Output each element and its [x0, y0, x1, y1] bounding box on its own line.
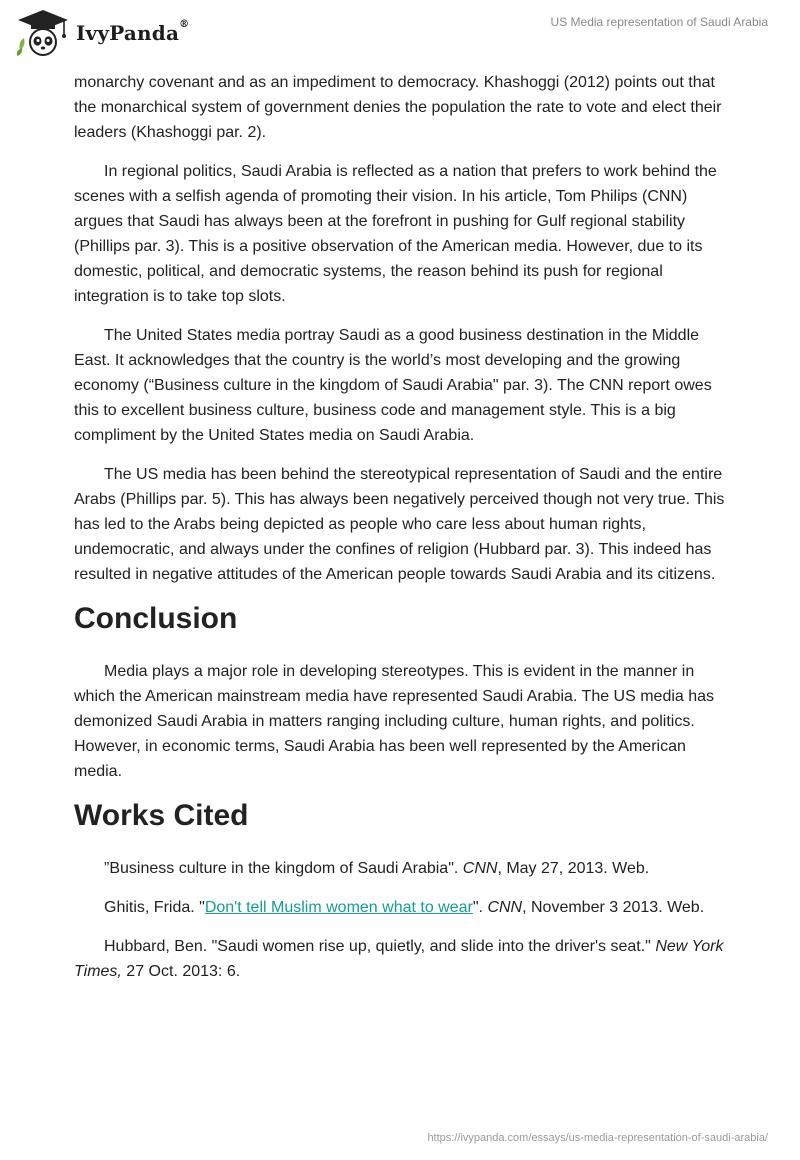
- ivypanda-logo[interactable]: [14, 8, 189, 58]
- page-header: [0, 0, 800, 70]
- body-paragraph: monarchy covenant and as an impediment to democracy. Khashoggi (2012) points out that the monarchical system of government denies the population the rate to vote and elect their leaders (Khashoggi par. 2).: [74, 74, 722, 141]
- body-paragraph: The US media has been behind the stereotypical representation of Saudi and the entire Arabs (Phillips par. 5). This has always been negatively perceived though not very true. This has led to the Arabs being depicted as people who care less about human rights, undemocratic, and always under the confines of religion (Hubbard par. 3). This indeed has resulted in negative attitudes of the American people towards Saudi Arabia and its citizens.: [74, 466, 725, 583]
- body-paragraph: In regional politics, Saudi Arabia is reflected as a nation that prefers to work behind the scenes with a selfish agenda of promoting their vision. In his article, Tom Philips (CNN) argues that Saudi has always been at the forefront in pushing for Gulf regional stability (Phillips par. 3). This is a positive observation of the American media. However, due to its domestic, political, and democratic systems, the reason behind its push for regional integration is to take top slots.: [74, 163, 717, 305]
- citation-link[interactable]: Don't tell Muslim women what to wear: [204, 899, 473, 916]
- citation-item: ”Business culture in the kingdom of Saudi Arabia". CNN, May 27, 2013. Web.: [104, 860, 650, 877]
- brand-name: IvyPanda®: [76, 19, 190, 45]
- conclusion-paragraph: Media plays a major role in developing stereotypes. This is evident in the manner in which the American mainstream media have represented Saudi Arabia. The US media has demonized Saudi Arabia in matters ranging including culture, human rights, and politics. However, in economic terms, Saudi Arabia has been well represented by the American media.: [74, 663, 715, 780]
- source-url: https://ivypanda.com/essays/us-media-representation-of-saudi-arabia/: [427, 1132, 768, 1144]
- panda-graduate-icon: [14, 8, 72, 58]
- conclusion-heading: Conclusion: [74, 602, 238, 635]
- body-paragraph: The United States media portray Saudi as a good business destination in the Middle East. It acknowledges that the country is the world’s most developing and the growing economy (“Business culture in the kingdom of Saudi Arabia" par. 3). The CNN report owes this to excellent business culture, business code and management style. This is a big compliment by the United States media on Saudi Arabia.: [74, 327, 712, 444]
- document-title: US Media representation of Saudi Arabia: [550, 15, 768, 29]
- citation-item: Hubbard, Ben. "Saudi women rise up, quietly, and slide into the driver's seat." New York Times, 27 Oct. 2013: 6.: [74, 938, 724, 980]
- essay-content: [74, 70, 730, 998]
- works-cited-heading: Works Cited: [74, 799, 249, 832]
- citation-item: Ghitis, Frida. "Don't tell Muslim women what to wear". CNN, November 3 2013. Web.: [104, 899, 705, 916]
